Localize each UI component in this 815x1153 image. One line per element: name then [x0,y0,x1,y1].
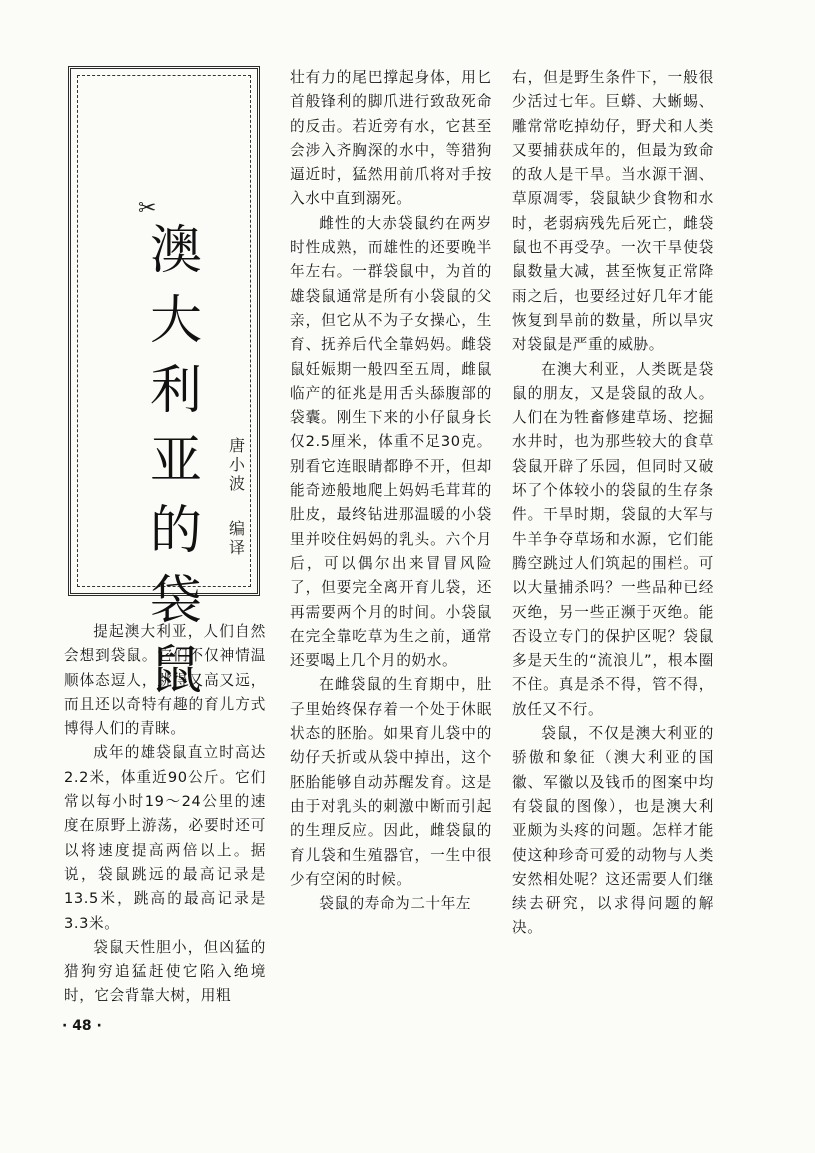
text-column-1 [64,620,266,1009]
author-char: 唐 [228,436,245,455]
paragraph: 袋鼠天性胆小，但凶猛的猎狗穷追猛赶使它陷入绝境时，它会背靠大树，用粗 [64,938,266,1005]
paragraph: 成年的雄袋鼠直立时高达2.2米，体重近90公斤。它们常以每小时19～24公里的速度在原野上游荡，必要时还可以将速度提高两倍以上。据说，袋鼠跳远的最高记录是13.5米，跳高的最高记录是3.3米。 [64,744,266,932]
title-char: 澳 [149,221,202,281]
title-char: 袋 [149,571,202,631]
paragraph: 在雌袋鼠的生育期中，肚子里始终保存着一个处于休眠状态的胚胎。如果育儿袋中的幼仔夭折或从袋中掉出，这个胚胎能够自动苏醒发育。这是由于对乳头的刺激中断而引起的生理反应。因此，雌袋鼠的育儿袋和生殖器官，一生中很少有空闲的时候。 [290,676,492,888]
title-char: 大 [149,291,202,351]
page-number: · 48 · [62,1018,102,1034]
role-char: 译 [228,538,245,557]
paragraph: 右，但是野生条件下，一般很少活过七年。巨蟒、大蜥蜴、雕常常吃掉幼仔，野犬和人类又要捕获成年的，但最为致命的敌人是干旱。当水源干涸、草原凋零，袋鼠缺少食物和水时，老弱病残先后死亡，雌袋鼠也不再受孕。一次干旱使袋鼠数量大减，甚至恢复正常降雨之后，也要经过好几年才能恢复到旱前的数量，所以旱灾对袋鼠是严重的威胁。 [512,69,714,354]
author-char: 波 [228,474,245,493]
title-char: 的 [149,501,202,561]
paragraph: 在澳大利亚，人类既是袋鼠的朋友，又是袋鼠的敌人。人们在为牲畜修建草场、挖掘水井时，也为那些较大的食草袋鼠开辟了乐园，但同时又破坏了个体较小的袋鼠的生存条件。干旱时期，袋鼠的大军与牛羊争夺草场和水源，它们能腾空跳过人们筑起的围栏。可以大量捕杀吗？一些品种已经灭绝，另一些正濒于灭绝。能否设立专门的保护区呢？袋鼠多是天生的“流浪儿”，根本圈不住。真是杀不得，管不得，放任又不行。 [512,360,714,718]
paragraph: 袋鼠的寿命为二十年左 [319,895,472,913]
title-char: 亚 [149,431,202,491]
author-char: 小 [228,455,245,474]
role-char: 编 [228,519,245,538]
text-column-2 [290,66,492,916]
paragraph: 壮有力的尾巴撑起身体，用匕首般锋利的脚爪进行致敌死命的反击。若近旁有水，它甚至会涉入齐胸深的水中，等猎狗逼近时，猛然用前爪将对手按入水中直到溺死。 [290,69,492,208]
title-char: 鼠 [149,641,202,701]
author-byline [224,436,250,557]
title-char: 利 [149,361,202,421]
text-column-3 [512,66,714,941]
scissors-icon: ✂ [138,196,157,221]
paragraph: 袋鼠，不仅是澳大利亚的骄傲和象征（澳大利亚的国徽、军徽以及钱币的图案中均有袋鼠的图像），也是澳大利亚颇为头疼的问题。怎样才能使这种珍奇可爱的动物与人类安然相处呢？这还需要人们继续去研究，以求得问题的解决。 [512,725,714,937]
paragraph: 提起澳大利亚，人们自然会想到袋鼠。它们不仅神情温顺体态逗人，跳得又高又远，而且还以奇特有趣的育儿方式博得人们的青睐。 [64,623,266,738]
paragraph: 雌性的大赤袋鼠约在两岁时性成熟，而雄性的还要晚半年左右。一群袋鼠中，为首的雄袋鼠通常是所有小袋鼠的父亲，但它从不为子女操心，生育、抚养后代全靠妈妈。雌袋鼠妊娠期一般四至五周，雌鼠临产的征兆是用舌头舔腹部的袋囊。刚生下来的小仔鼠身长仅2.5厘米，体重不足30克。别看它连眼睛都睁不开，但却能奇迹般地爬上妈妈毛茸茸的肚皮，最终钻进那温暖的小袋里并咬住妈妈的乳头。六个月后，可以偶尔出来冒冒风险了，但要完全离开育儿袋，还再需要两个月的时间。小袋鼠在完全靠吃草为生之前，通常还要喝上几个月的奶水。 [290,214,492,670]
